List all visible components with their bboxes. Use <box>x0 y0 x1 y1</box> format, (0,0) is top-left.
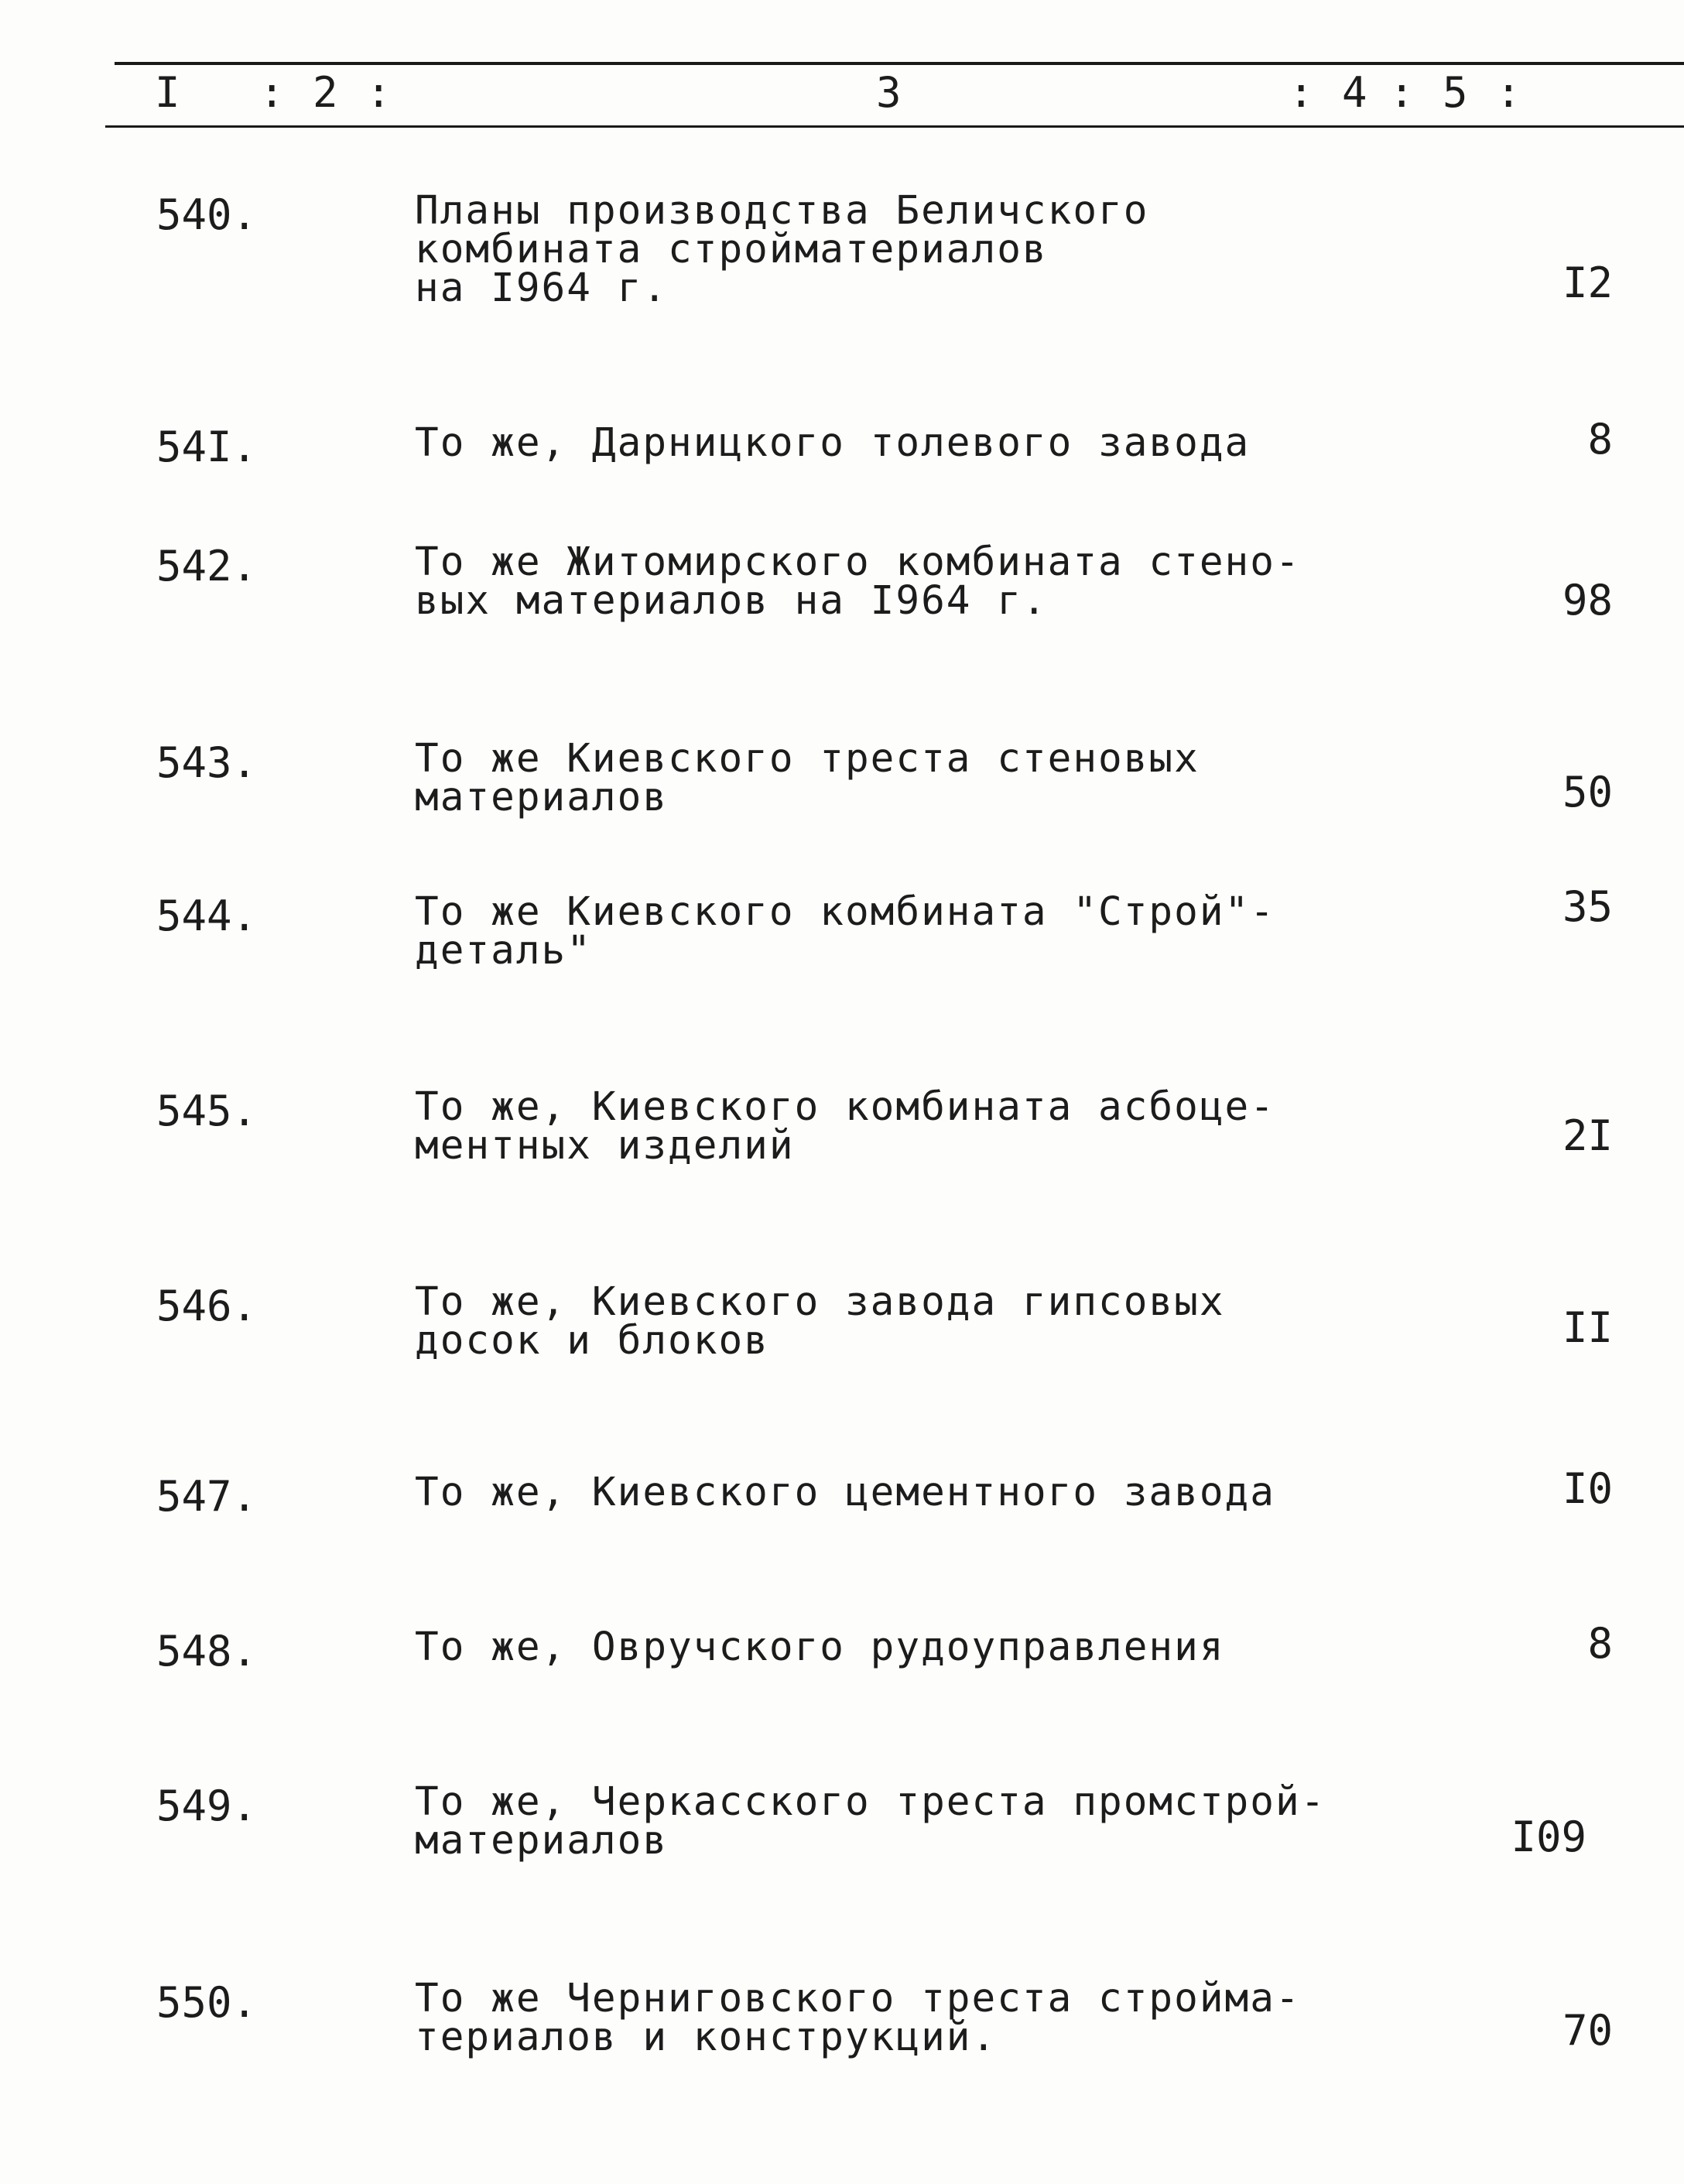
column-header-1: I <box>155 68 182 117</box>
row-title: То же Киевского комбината "Строй"- деталь" <box>415 889 1275 974</box>
row-sheet-count: II <box>1562 1303 1613 1352</box>
column-header-4: : 4 <box>1289 68 1369 117</box>
row-sheet-count: 50 <box>1562 768 1613 816</box>
row-number: 54I. <box>156 423 258 471</box>
column-header-5: : 5 : <box>1389 68 1523 117</box>
header-bottom-rule <box>105 125 1684 128</box>
row-sheet-count: 35 <box>1562 882 1613 931</box>
row-sheet-count: 8 <box>1587 1619 1613 1668</box>
row-sheet-count: I0 <box>1562 1464 1613 1513</box>
row-number: 550. <box>156 1978 258 2027</box>
row-sheet-count: 98 <box>1562 576 1613 625</box>
row-number: 543. <box>156 738 258 787</box>
row-title: То же, Киевского завода гипсовых досок и блоков <box>415 1279 1225 1364</box>
row-number: 544. <box>156 892 258 940</box>
row-number: 549. <box>156 1782 258 1830</box>
column-header-2: : 2 : <box>259 68 393 117</box>
header-top-rule <box>115 62 1684 65</box>
row-sheet-count: 2I <box>1562 1111 1613 1160</box>
row-sheet-count: I09 <box>1511 1813 1586 1861</box>
row-sheet-count: I2 <box>1562 258 1613 307</box>
row-number: 546. <box>156 1282 258 1330</box>
row-number: 547. <box>156 1472 258 1521</box>
row-number: 540. <box>156 190 258 239</box>
row-title: То же, Киевского цементного завода <box>415 1470 1275 1515</box>
row-sheet-count: 8 <box>1587 415 1613 464</box>
row-title: То же Житомирского комбината стено- вых материалов на I964 г. <box>415 539 1301 624</box>
row-number: 548. <box>156 1627 258 1676</box>
row-sheet-count: 70 <box>1562 2006 1613 2055</box>
row-title: То же, Дарницкого толевого завода <box>415 420 1251 466</box>
row-number: 545. <box>156 1087 258 1135</box>
row-title: То же Киевского треста стеновых материалов <box>415 736 1200 820</box>
row-title: То же, Киевского комбината асбоце- ментных изделий <box>415 1084 1275 1169</box>
row-title: То же, Овручского рудоуправления <box>415 1624 1225 1670</box>
column-header-3: 3 <box>876 68 903 117</box>
row-number: 542. <box>156 542 258 591</box>
row-title: То же Черниговского треста стройма- териалов и конструкций. <box>415 1976 1301 2060</box>
row-title: То же, Черкасского треста промстрой- материалов <box>415 1779 1326 1864</box>
row-title: Планы производства Беличского комбината стройматериалов на I964 г. <box>415 188 1149 311</box>
